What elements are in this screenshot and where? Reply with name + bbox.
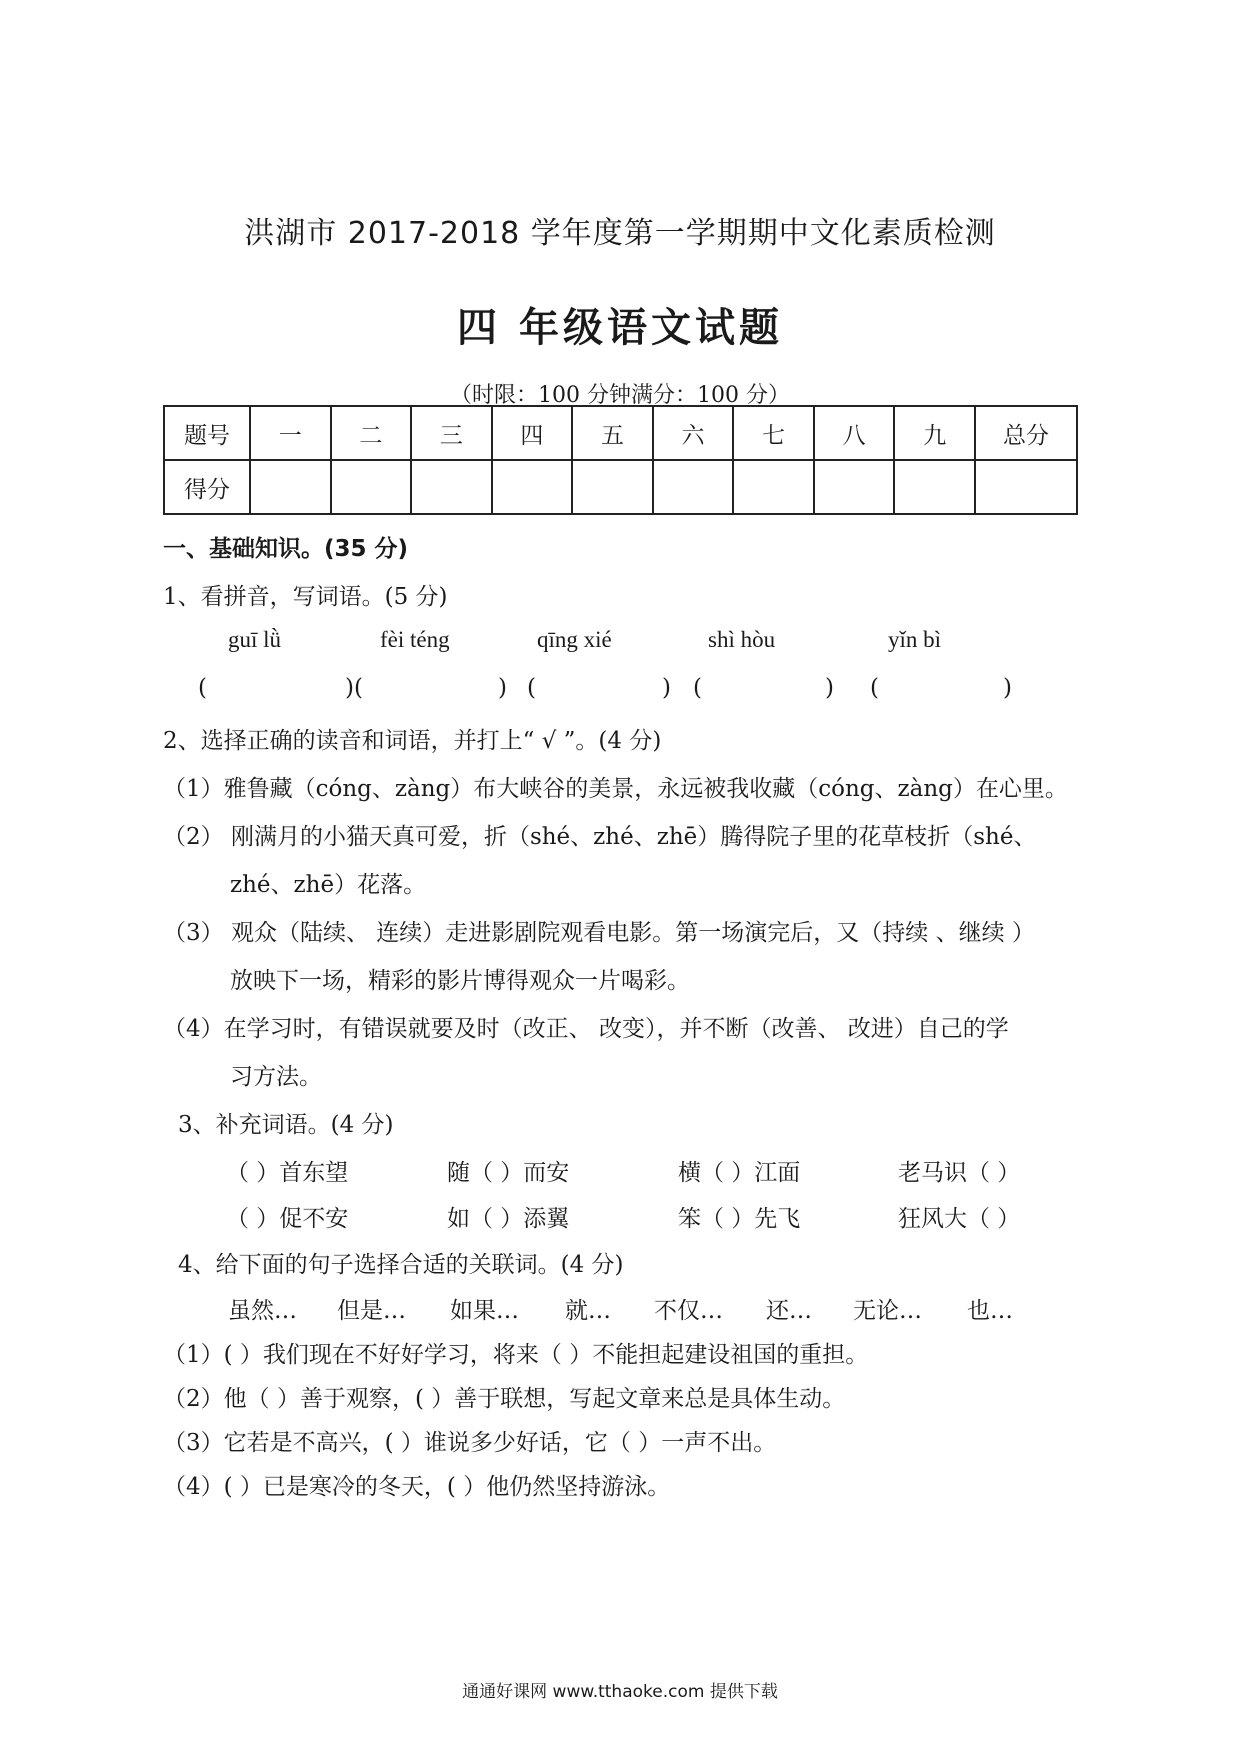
score-cell: 六: [653, 406, 734, 460]
conjunction-word: 如果…: [450, 1298, 519, 1324]
pinyin-2: fèi téng: [380, 627, 450, 652]
idiom-blank: 随（ ）而安: [447, 1160, 570, 1186]
answer-bracket: (: [198, 675, 207, 701]
pinyin-3: qīng xié: [537, 627, 612, 652]
score-blank[interactable]: [814, 460, 895, 514]
question-2-line: 习方法。: [230, 1064, 322, 1090]
score-table-score-row: [164, 460, 1077, 514]
conjunction-word: 不仅…: [654, 1298, 723, 1324]
score-cell: 二: [331, 406, 412, 460]
exam-subject-title: 四 年级语文试题: [457, 305, 783, 351]
conjunction-word: 就…: [565, 1298, 611, 1324]
score-cell: 七: [733, 406, 814, 460]
score-cell: 四: [492, 406, 573, 460]
question-2-title: 2、选择正确的读音和词语，并打上“ √ ”。(4 分): [163, 728, 662, 754]
question-2-line: （1）雅鲁藏（cóng、zàng）布大峡谷的美景，永远被我收藏（cóng、zàng）在心里。: [163, 776, 1068, 802]
score-table-header-row: [164, 406, 1077, 460]
pinyin-1: guī lǜ: [228, 627, 282, 652]
pinyin-4: shì hòu: [708, 627, 776, 652]
score-cell: 题号: [164, 406, 250, 460]
answer-bracket: ): [825, 675, 834, 701]
score-blank[interactable]: [250, 460, 331, 514]
idiom-blank: 横（ ）江面: [678, 1160, 801, 1186]
question-4-line: （1）( ）我们现在不好好学习，将来（ ）不能担起建设祖国的重担。: [163, 1342, 869, 1368]
section-heading: 一、基础知识。(35 分): [163, 536, 409, 562]
score-blank[interactable]: [411, 460, 492, 514]
score-blank[interactable]: [572, 460, 653, 514]
idiom-blank: （ ）促不安: [226, 1206, 349, 1232]
score-cell: 九: [894, 406, 975, 460]
score-cell: 一: [250, 406, 331, 460]
answer-bracket: ): [662, 675, 671, 701]
score-blank[interactable]: [331, 460, 412, 514]
conjunction-word: 还…: [766, 1298, 812, 1324]
question-4-title: 4、给下面的句子选择合适的关联词。(4 分): [178, 1252, 624, 1278]
question-2-line: zhé、zhē）花落。: [230, 872, 427, 898]
score-blank[interactable]: [653, 460, 734, 514]
question-4-line: （2）他（ ）善于观察，( ）善于联想，写起文章来总是具体生动。: [163, 1386, 846, 1412]
question-2-line: （2） 刚满月的小猫天真可爱，折（shé、zhé、zhē）腾得院子里的花草枝折（shé、: [163, 824, 1037, 850]
answer-bracket: ): [498, 675, 507, 701]
idiom-blank: 如（ ）添翼: [447, 1206, 570, 1232]
answer-bracket: (: [693, 675, 702, 701]
score-cell: 三: [411, 406, 492, 460]
question-2-line: （4）在学习时，有错误就要及时（改正、 改变），并不断（改善、 改进）自己的学: [163, 1016, 1009, 1042]
question-3-title: 3、补充词语。(4 分): [178, 1112, 394, 1138]
score-cell: 得分: [164, 460, 250, 514]
question-4-line: （3）它若是不高兴，( ）谁说多少好话，它（ ）一声不出。: [163, 1430, 777, 1456]
idiom-blank: 老马识（ ）: [898, 1160, 1021, 1186]
score-cell: 五: [572, 406, 653, 460]
exam-header-title: 洪湖市 2017-2018 学年度第一学期期中文化素质检测: [244, 216, 996, 251]
score-cell: 八: [814, 406, 895, 460]
score-table: [163, 405, 1078, 515]
time-limit: （时限：100 分钟满分：100 分）: [450, 383, 790, 408]
pinyin-5: yǐn bì: [888, 627, 942, 652]
idiom-blank: 狂风大（ ）: [898, 1206, 1021, 1232]
conjunction-word: 无论…: [853, 1298, 922, 1324]
conjunction-word: 虽然…: [228, 1298, 297, 1324]
answer-bracket: (: [527, 675, 536, 701]
footer-source: 通通好课网 www.tthaoke.com 提供下载: [462, 1682, 778, 1702]
score-blank[interactable]: [975, 460, 1077, 514]
score-cell: 总分: [975, 406, 1077, 460]
idiom-blank: 笨（ ）先飞: [678, 1206, 801, 1232]
score-blank[interactable]: [492, 460, 573, 514]
idiom-blank: （ ）首东望: [226, 1160, 349, 1186]
score-blank[interactable]: [733, 460, 814, 514]
question-1-title: 1、看拼音，写词语。(5 分): [163, 584, 448, 610]
question-4-line: （4）( ）已是寒冷的冬天，( ）他仍然坚持游泳。: [163, 1474, 671, 1500]
answer-bracket: ): [1003, 675, 1012, 701]
score-blank[interactable]: [894, 460, 975, 514]
question-2-line: 放映下一场，精彩的影片博得观众一片喝彩。: [230, 968, 690, 994]
answer-bracket: (: [870, 675, 879, 701]
question-2-line: （3） 观众（陆续、 连续）走进影剧院观看电影。第一场演完后，又（持续 、继续 ）: [163, 920, 1035, 946]
conjunction-word: 但是…: [337, 1298, 406, 1324]
conjunction-word: 也…: [967, 1298, 1013, 1324]
answer-bracket: )(: [345, 675, 363, 701]
